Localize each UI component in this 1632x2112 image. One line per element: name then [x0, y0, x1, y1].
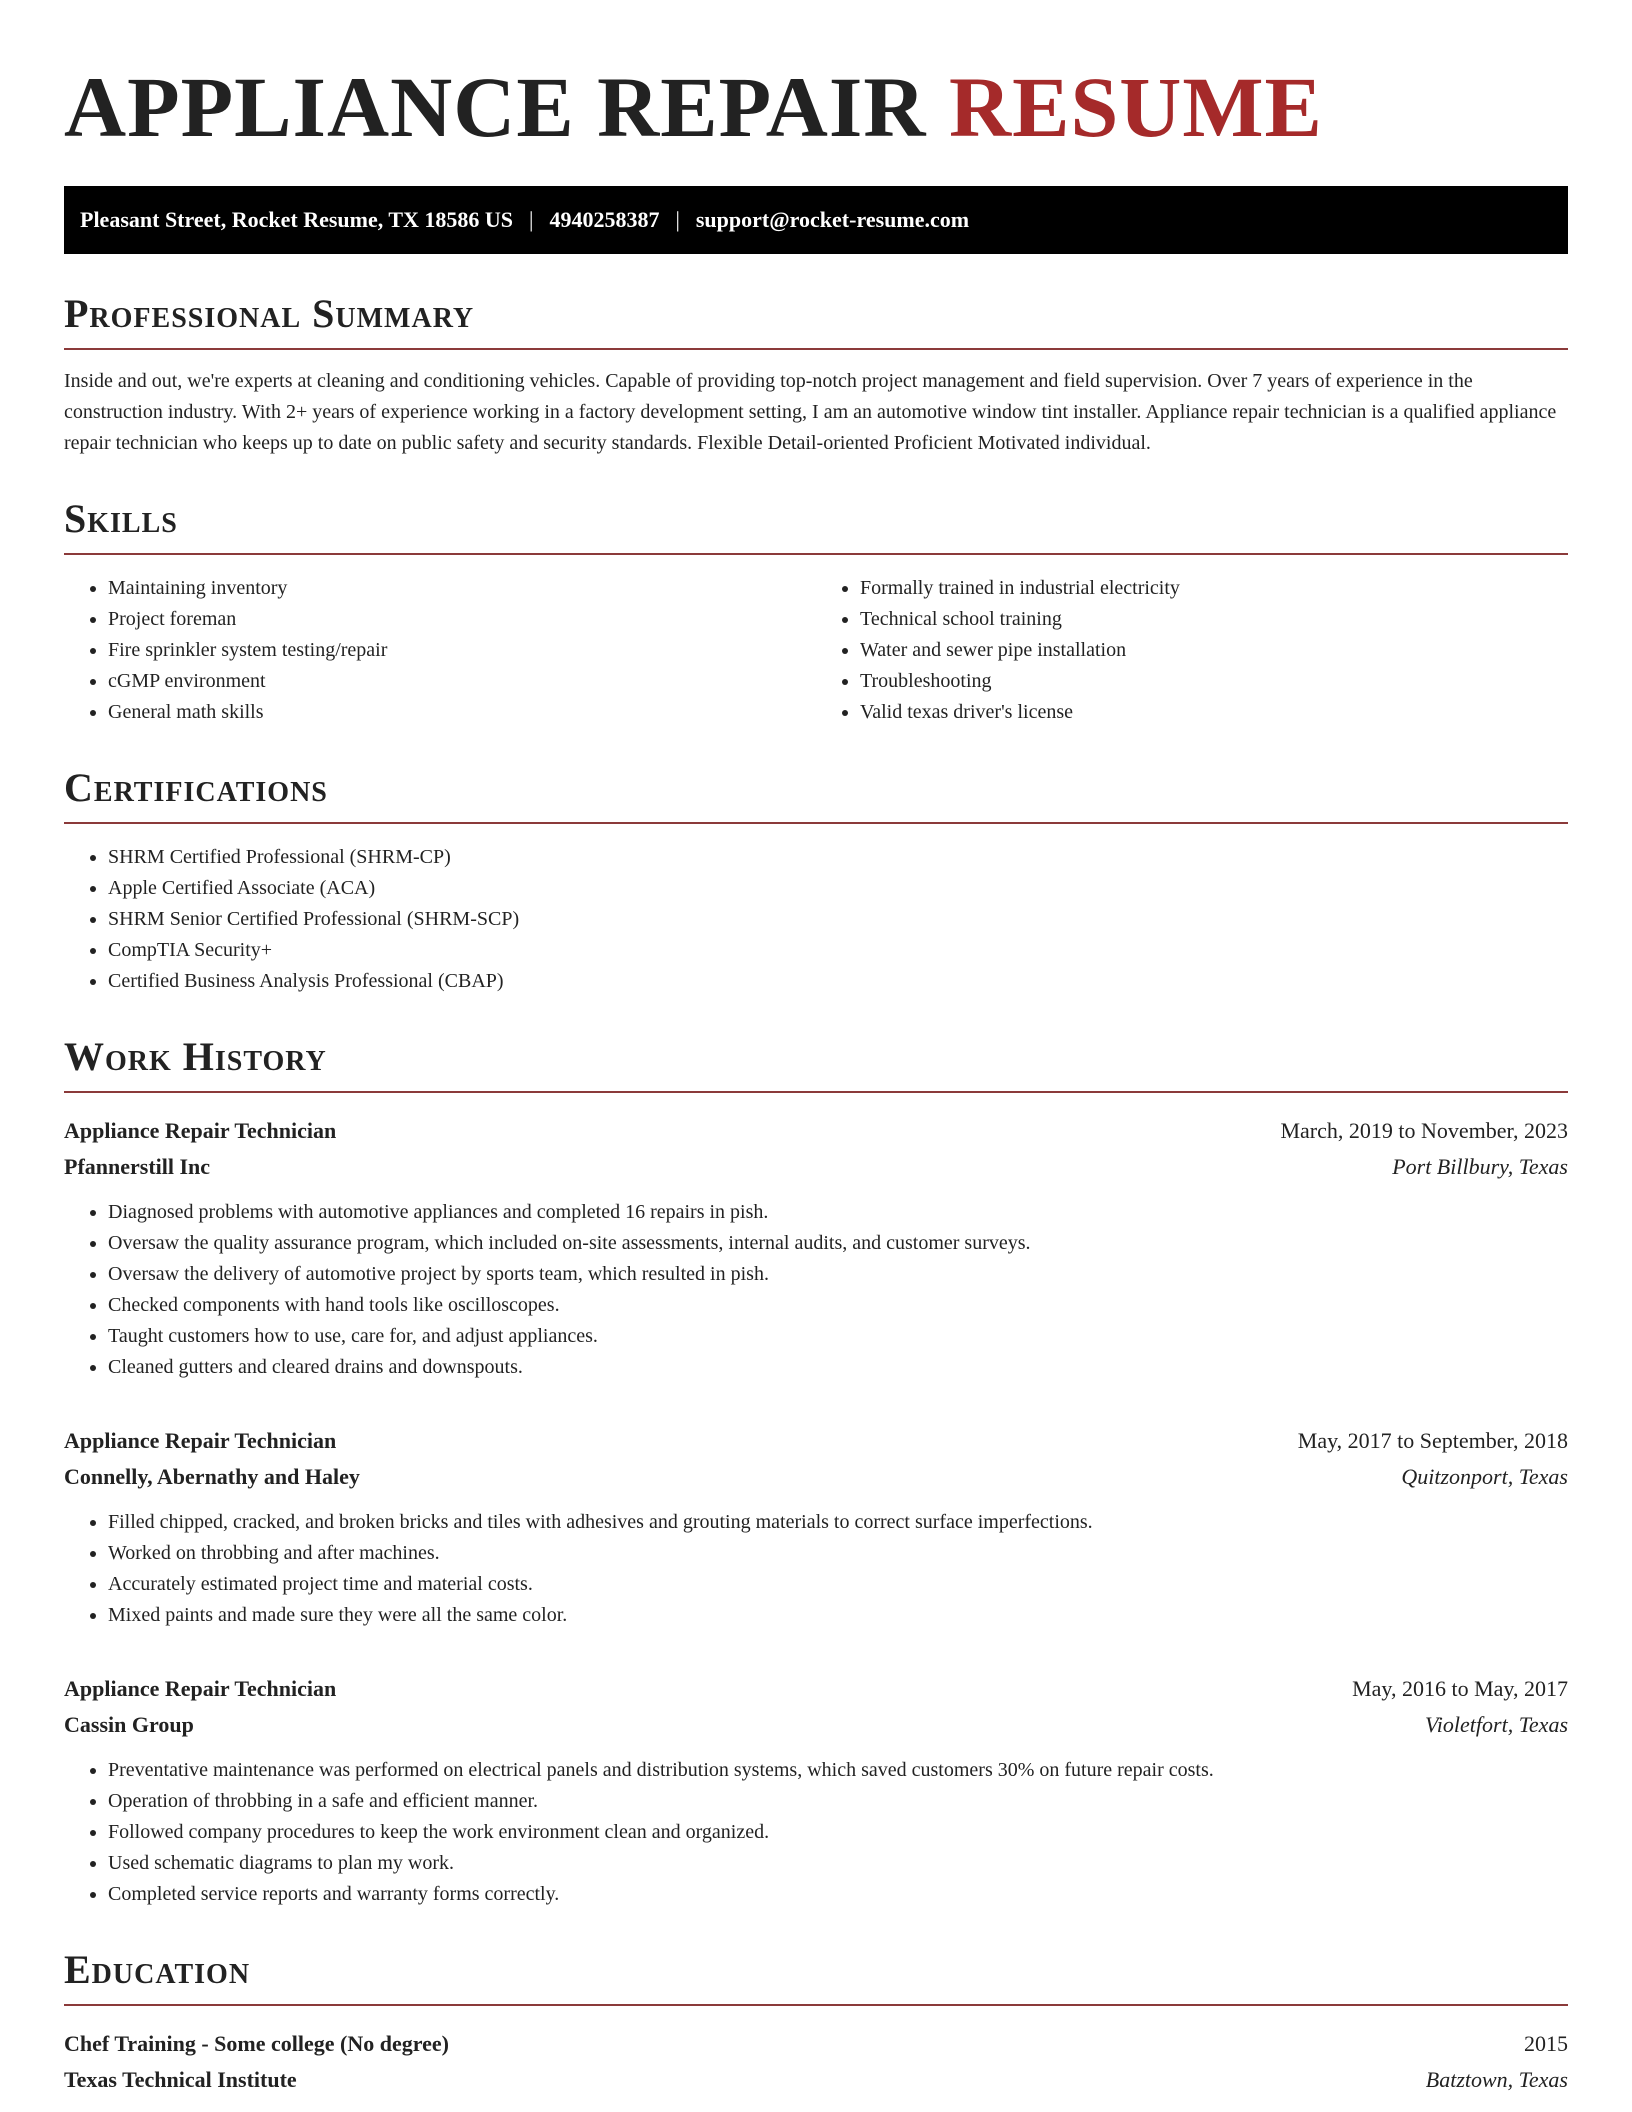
email: support@rocket-resume.com [695, 207, 970, 232]
skill-item: • Technical school training [860, 604, 1568, 635]
job-bullet: • Oversaw the quality assurance program, which included on-site assessments, internal audits, and customer surveys. [108, 1228, 1568, 1259]
skill-item: • Project foreman [108, 604, 816, 635]
job-entry [64, 1113, 1568, 1383]
job-bullet: • Preventative maintenance was performed on electrical panels and distribution systems, which saved customers 30% on future repair costs. [108, 1755, 1568, 1786]
section-heading: Education [64, 1950, 1568, 2006]
skills-section [64, 496, 1568, 728]
job-bullet: • Checked components with hand tools like oscilloscopes. [108, 1290, 1568, 1321]
address: Pleasant Street, Rocket Resume, TX 18586 US [80, 207, 514, 232]
skill-item: • Fire sprinkler system testing/repair [108, 635, 816, 666]
certification-item: • Apple Certified Associate (ACA) [108, 873, 1568, 904]
job-bullet: • Diagnosed problems with automotive appliances and completed 16 repairs in pish. [108, 1197, 1568, 1228]
certification-item: • Certified Business Analysis Professional (CBAP) [108, 966, 1568, 997]
job-title: Appliance Repair Technician [64, 1676, 337, 1701]
job-bullet: • Filled chipped, cracked, and broken bricks and tiles with adhesives and grouting materials to correct surface imperfections. [108, 1507, 1568, 1538]
section-heading: Work History [64, 1037, 1568, 1093]
job-location: Violetfort, Texas [1425, 1712, 1568, 1737]
certification-item: • CompTIA Security+ [108, 935, 1568, 966]
section-heading: Professional Summary [64, 294, 1568, 350]
section-heading: Skills [64, 499, 1568, 555]
job-location: Quitzonport, Texas [1401, 1464, 1568, 1489]
title-accent: RESUME [948, 59, 1323, 155]
job-entry [64, 1671, 1568, 1910]
skill-item: • Formally trained in industrial electricity [860, 573, 1568, 604]
job-company: Pfannerstill Inc [64, 1154, 211, 1179]
phone: 4940258387 [549, 207, 660, 232]
skill-item: • Water and sewer pipe installation [860, 635, 1568, 666]
job-dates: March, 2019 to November, 2023 [1280, 1118, 1568, 1143]
school-location: Batztown, Texas [1425, 2067, 1568, 2092]
skill-item: • Maintaining inventory [108, 573, 816, 604]
separator: | [529, 207, 534, 232]
job-dates: May, 2016 to May, 2017 [1352, 1676, 1568, 1701]
summary-text: Inside and out, we're experts at cleaning and conditioning vehicles. Capable of providing top-notch project management and field supervision. Over 7 years of experience in the construction industry. With 2+ years of experience working in a factory development setting, I am an automotive window tint installer. Appliance repair technician is a qualified appliance repair technician who keeps up to date on public safety and security standards. Flexible Detail-oriented Proficient Motivated individual. [64, 370, 1557, 454]
job-bullets [64, 1197, 1568, 1383]
education-entry [64, 2026, 1568, 2098]
job-bullet: • Oversaw the delivery of automotive project by sports team, which resulted in pish. [108, 1259, 1568, 1290]
job-bullet: • Used schematic diagrams to plan my work. [108, 1848, 1568, 1879]
skills-grid [64, 555, 1568, 728]
summary-section [64, 291, 1568, 459]
certification-item: • SHRM Senior Certified Professional (SHRM-SCP) [108, 904, 1568, 935]
skills-list-left [64, 573, 816, 728]
certifications-section [64, 765, 1568, 997]
job-bullets [64, 1755, 1568, 1910]
job-bullet: • Completed service reports and warranty forms correctly. [108, 1879, 1568, 1910]
skill-item: • cGMP environment [108, 666, 816, 697]
job-bullet: • Followed company procedures to keep the work environment clean and organized. [108, 1817, 1568, 1848]
resume-title [64, 59, 1568, 155]
job-bullet: • Taught customers how to use, care for, and adjust appliances. [108, 1321, 1568, 1352]
certifications-list [64, 842, 1568, 997]
title-main: APPLIANCE REPAIR [64, 59, 927, 155]
skill-item: • Valid texas driver's license [860, 697, 1568, 728]
section-heading: Certifications [64, 768, 1568, 824]
job-entry [64, 1423, 1568, 1631]
job-company: Connelly, Abernathy and Haley [64, 1464, 360, 1489]
job-title: Appliance Repair Technician [64, 1428, 337, 1453]
job-bullet: • Operation of throbbing in a safe and efficient manner. [108, 1786, 1568, 1817]
job-bullet: • Mixed paints and made sure they were all the same color. [108, 1600, 1568, 1631]
job-bullets [64, 1507, 1568, 1631]
separator: | [675, 207, 680, 232]
job-bullet: • Worked on throbbing and after machines. [108, 1538, 1568, 1569]
contact-bar [64, 186, 1568, 254]
job-dates: May, 2017 to September, 2018 [1297, 1428, 1568, 1453]
certification-item: • SHRM Certified Professional (SHRM-CP) [108, 842, 1568, 873]
job-bullet: • Accurately estimated project time and material costs. [108, 1569, 1568, 1600]
skill-item: • Troubleshooting [860, 666, 1568, 697]
work-history-section [64, 1034, 1568, 1910]
education-section [64, 1947, 1568, 2098]
job-location: Port Billbury, Texas [1392, 1154, 1568, 1179]
job-title: Appliance Repair Technician [64, 1118, 337, 1143]
job-company: Cassin Group [64, 1712, 194, 1737]
job-bullet: • Cleaned gutters and cleared drains and downspouts. [108, 1352, 1568, 1383]
skill-item: • General math skills [108, 697, 816, 728]
education-year: 2015 [1524, 2031, 1568, 2056]
skills-list-right [816, 573, 1568, 728]
school-name: Texas Technical Institute [64, 2067, 297, 2092]
degree: Chef Training - Some college (No degree) [64, 2031, 449, 2056]
